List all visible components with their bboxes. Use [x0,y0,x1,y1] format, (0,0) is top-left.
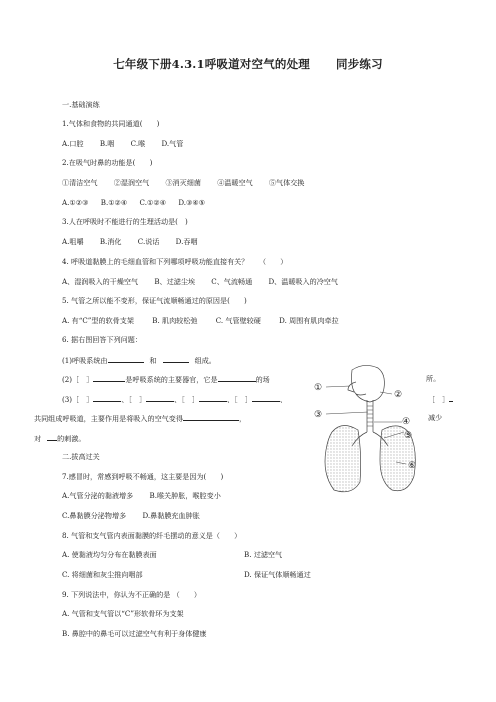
option: B.咽 [99,139,115,148]
fill-line [62,355,216,365]
option: B. 过滤空气 [244,550,283,559]
option: B. 鼻腔中的鼻毛可以过滤空气有利于身体健康 [62,629,207,638]
option: B、过滤尘埃 [154,277,196,286]
option: A. 有“C”型的软骨支架 [62,316,134,325]
text: (1)呼吸系统由 [62,356,108,365]
title-sub: 同步练习 [336,57,383,71]
diagram-label: ⑤ [404,431,413,441]
option: A.口腔 [62,139,84,148]
option: C、气流畅通 [211,277,253,286]
text: 、［ ］ [227,395,252,404]
answer-blank[interactable] [449,394,453,402]
text: 的场 [255,375,270,384]
text: (3)［ ］ [62,395,94,404]
option-row [62,139,183,148]
text: ， [238,414,247,423]
question-stem: 7.感冒时，常感到呼吸不畅通，这主要是因为( ) [62,472,224,481]
fill-line [34,433,85,443]
section-heading: 一.基础演练 [62,100,100,109]
text: 所。 [426,374,441,383]
answer-blank[interactable] [146,394,174,402]
item: ②湿润空气 [113,178,150,187]
item: ⑤气体交换 [268,178,305,187]
option: A. 气管和支气管以“C”形软骨环为支架 [62,609,184,618]
answer-blank[interactable] [163,355,189,363]
respiratory-system-diagram [312,364,434,514]
answer-blank[interactable] [252,394,280,402]
option: D.③④⑤ [178,198,206,207]
option: D. 周围有肌肉牵拉 [279,316,339,325]
fill-line [62,394,287,404]
option: D.鼻黏膜充血肿胀 [142,511,200,520]
question-stem: 5. 气管之所以能不变形，保证气流顺畅通过的原因是( ) [62,296,247,305]
page-title [0,56,496,72]
section-heading: 二.拔高过关 [62,452,100,461]
diagram-label: ① [314,383,323,393]
diagram-label: ④ [402,417,411,427]
text: 减少 [428,413,443,422]
nose-outline [348,382,356,392]
option-row [62,277,338,286]
mouth-outline [356,394,366,395]
left-lung [325,425,361,491]
option: B.喉关肿胀，喉腔变小 [149,491,221,500]
text: ［ ］ [428,395,450,404]
option: C. 气管壁较硬 [215,316,261,325]
option: D. 保证气体顺畅通过 [244,570,311,579]
option: A.咀嚼 [62,237,84,246]
fill-line [34,413,246,423]
diagram-label: ② [394,390,403,400]
option: A、湿润吸入的干燥空气 [62,277,139,286]
option-row [62,237,198,246]
diagram-label: ⑥ [408,461,417,471]
trachea-rings [367,406,373,426]
option: B.①②④ [100,198,128,207]
text: 、［ ］ [121,395,147,404]
text: 和 [149,356,157,365]
answer-blank[interactable] [183,413,239,421]
option-row [62,316,339,325]
text: 共同组成呼吸道，主要作用是将吸入的空气变得 [34,414,183,423]
answer-blank[interactable] [47,433,57,441]
question-stem: 9. 下列说法中，你认为不正确的是 （ ） [62,590,201,599]
item: ③消灭细菌 [165,178,201,187]
question-stem: 2.在吸气时鼻的功能是( ) [62,158,153,167]
option-row [62,570,143,579]
option: D、温暖吸入的冷空气 [268,277,338,286]
question-stem: 3.人在呼吸时不能进行的生理活动是( ) [62,217,188,226]
question-stem: 4. 呼吸道黏膜上的毛细血管和下列哪项呼吸功能直接有关？ （ ） [62,257,288,266]
option: C. 将细菌和灰尘推向咽部 [62,570,143,579]
text: 对 [34,434,42,443]
text: (2)［ ］ [62,375,94,384]
text: 是呼吸系统的主要器官，它是 [125,375,218,384]
answer-blank[interactable] [108,355,144,363]
option-row [62,491,221,500]
text: 、 [279,395,287,404]
question-stem: 1.气体和食物的共同通道( ) [62,119,160,128]
text: 组成。 [194,356,216,365]
option-row [62,550,157,559]
option-row [62,198,205,207]
text: 、［ ］ [174,395,199,404]
question-stem: 8. 气管和支气管内表面黏膜的纤毛摆动的意义是（ ） [62,531,242,540]
option: C.①②④ [139,198,167,207]
option: A.气管分泌的黏液增多 [62,491,134,500]
title-main: 七年级下册4.3.1呼吸道对空气的处理 [113,57,310,71]
option: C.喉 [130,139,146,148]
text: 的刺激。 [57,434,86,443]
option: D.气管 [161,139,184,148]
question-stem: 6. 据右图回答下列问题： [62,335,142,344]
diagram-label: ③ [314,410,323,420]
option-row [62,511,200,520]
answer-blank[interactable] [218,374,256,382]
option: D.吞咽 [175,237,198,246]
option: C.鼻黏膜分泌物增多 [62,511,127,520]
answer-blank[interactable] [93,394,121,402]
option: A.①②③ [62,198,89,207]
option: A. 使黏液均匀分布在黏膜表面 [62,550,157,559]
item-row [62,178,304,187]
head-outline [352,365,385,402]
option: B. 肌肉较松弛 [152,316,198,325]
option: B.消化 [99,237,122,246]
item: ①清洁空气 [62,178,98,187]
item: ④温暖空气 [217,178,253,187]
fill-line [62,374,270,384]
option: C.说话 [137,237,160,246]
answer-blank[interactable] [93,374,125,382]
answer-blank[interactable] [199,394,227,402]
